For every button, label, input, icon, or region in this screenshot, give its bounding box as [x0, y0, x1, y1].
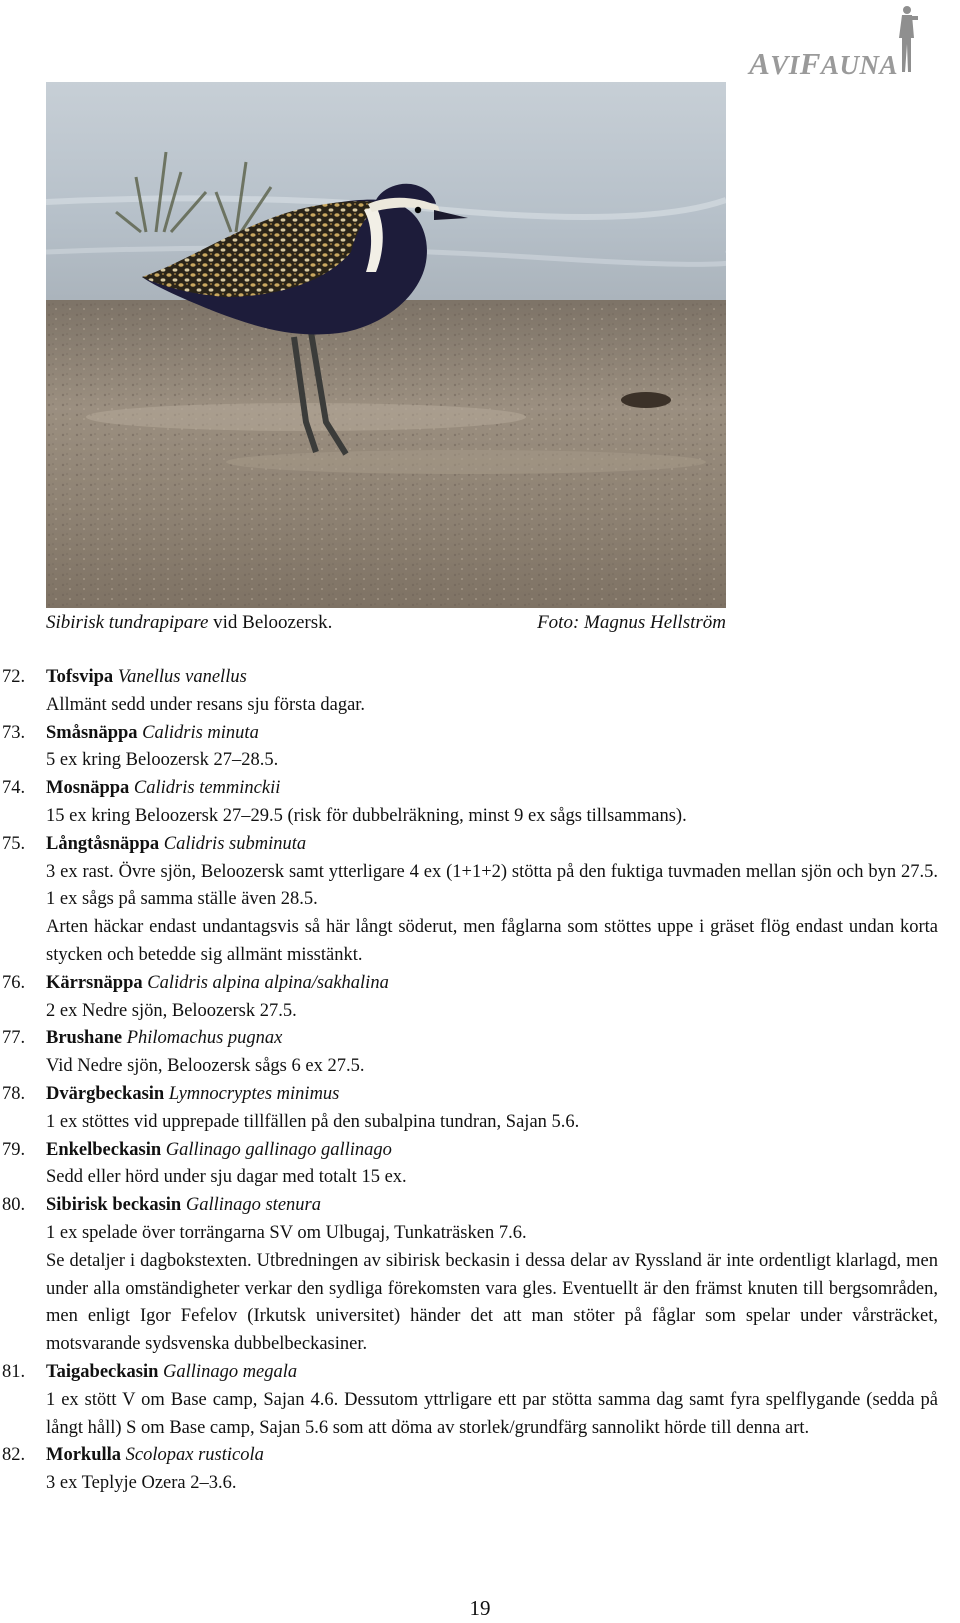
- species-note: Arten häckar endast undantagsvis så här långt söderut, men fåglarna som stöttes uppe i gräset flög endast undan korta stycken och betedde sig allmänt misstänkt.: [46, 917, 938, 965]
- species-entry: [0, 831, 960, 970]
- species-name: Morkulla: [46, 1445, 122, 1466]
- photo-caption: [46, 610, 726, 636]
- species-entry: [0, 1359, 960, 1442]
- species-heading: [46, 1025, 938, 1053]
- species-entry: [0, 1025, 960, 1081]
- species-entry: [0, 1081, 960, 1137]
- species-heading: [46, 775, 938, 803]
- species-latin: Philomachus pugnax: [126, 1028, 283, 1049]
- entry-number: 79.: [2, 1139, 26, 1160]
- avifauna-logo: [718, 4, 938, 81]
- species-heading: [46, 1081, 938, 1109]
- species-entry: [0, 970, 960, 1026]
- entry-number: 77.: [2, 1028, 26, 1049]
- entry-number: 72.: [2, 667, 26, 687]
- species-entry: [0, 1137, 960, 1193]
- species-heading: [46, 1192, 938, 1220]
- species-note: 1 ex spelade över torrängarna SV om Ulbugaj, Tunkaträsken 7.6.: [46, 1222, 527, 1243]
- species-latin: Gallinago gallinago gallinago: [165, 1139, 392, 1160]
- species-note: 5 ex kring Beloozersk 27–28.5.: [46, 750, 279, 771]
- species-entry: [0, 720, 960, 776]
- species-name: Taigabeckasin: [46, 1361, 159, 1382]
- entry-number: 81.: [2, 1361, 26, 1382]
- species-name: Långtåsnäppa: [46, 833, 160, 854]
- species-note: 3 ex Teplyje Ozera 2–3.6.: [46, 1473, 237, 1494]
- species-name: Dvärgbeckasin: [46, 1083, 165, 1104]
- logo-wordmark: AVIFAUNA: [749, 46, 898, 81]
- species-heading: [46, 1359, 938, 1387]
- species-latin: Vanellus vanellus: [117, 667, 247, 687]
- species-name: Tofsvipa: [46, 667, 114, 687]
- species-name: Sibirisk beckasin: [46, 1195, 182, 1216]
- species-note: 2 ex Nedre sjön, Beloozersk 27.5.: [46, 1000, 297, 1021]
- species-note: 1 ex stöttes vid upprepade tillfällen på den subalpina tundran, Sajan 5.6.: [46, 1111, 580, 1132]
- photo-credit: Foto: Magnus Hellström: [537, 612, 726, 633]
- species-heading: [46, 970, 938, 998]
- bird-photo: [46, 82, 726, 608]
- birdwatcher-figure-icon: [890, 4, 920, 76]
- species-note: 1 ex stött V om Base camp, Sajan 4.6. Dessutom yttrligare ett par stötta samma dag samt fyra spelflygande (sedda på långt håll) S om Base camp, Sajan 5.6 som att döma av storlek/grundfärg sannolikt hörde till denna art.: [46, 1389, 938, 1438]
- species-latin: Gallinago stenura: [185, 1195, 321, 1216]
- species-list: [0, 664, 960, 1498]
- entry-number: 74.: [2, 778, 26, 799]
- species-name: Enkelbeckasin: [46, 1139, 162, 1160]
- caption-text: Sibirisk tundrapipare vid Beloozersk.: [46, 612, 333, 633]
- species-entry: [0, 775, 960, 831]
- species-note: 15 ex kring Beloozersk 27–29.5 (risk för dubbelräkning, minst 9 ex sågs tillsammans).: [46, 805, 687, 826]
- species-note: Se detaljer i dagbokstexten. Utbredningen av sibirisk beckasin i dessa delar av Ryssland är inte ordentligt klarlagd, men under alla omständigheter verkar den sydliga förekomsten vara gles. Eventuellt är den främst knuten till bergsområden, men enligt Igor Fefelov (Irkutsk universitet) händer det att man stöter på fåglar som spelar under vårsträcket, motsvarande sydsvenska dubbelbeckasiner.: [46, 1250, 938, 1355]
- species-note: 3 ex rast. Övre sjön, Beloozersk samt ytterligare 4 ex (1+1+2) stötta på den fuktiga tuvmaden mellan sjön och byn 27.5. 1 ex sågs på samma ställe även 28.5.: [46, 861, 938, 910]
- species-latin: Scolopax rusticola: [125, 1445, 264, 1466]
- species-heading: [46, 831, 938, 859]
- species-latin: Calidris subminuta: [163, 833, 307, 854]
- species-name: Småsnäppa: [46, 722, 138, 743]
- species-entry: [0, 1442, 960, 1498]
- species-heading: [46, 1137, 938, 1165]
- entry-number: 82.: [2, 1445, 26, 1466]
- entry-number: 75.: [2, 833, 26, 854]
- entry-number: 78.: [2, 1083, 26, 1104]
- entry-number: 73.: [2, 722, 26, 743]
- entry-number: 76.: [2, 972, 26, 993]
- species-name: Kärrsnäppa: [46, 972, 143, 993]
- page-number: 19: [469, 1596, 491, 1620]
- species-latin: Lymnocryptes minimus: [168, 1083, 340, 1104]
- species-note: Vid Nedre sjön, Beloozersk sågs 6 ex 27.5.: [46, 1056, 365, 1077]
- species-heading: [46, 1442, 938, 1470]
- species-name: Brushane: [46, 1028, 123, 1049]
- species-note: Sedd eller hörd under sju dagar med totalt 15 ex.: [46, 1167, 407, 1188]
- species-entry: [0, 1192, 960, 1359]
- species-note: Allmänt sedd under resans sju första dagar.: [46, 694, 366, 715]
- species-latin: Calidris minuta: [142, 722, 259, 743]
- species-heading: [46, 720, 938, 748]
- species-heading: [46, 664, 938, 692]
- species-latin: Gallinago megala: [163, 1361, 298, 1382]
- species-name: Mosnäppa: [46, 778, 130, 799]
- species-entry: [0, 664, 960, 720]
- species-latin: Calidris alpina alpina/sakhalina: [147, 972, 389, 993]
- species-latin: Calidris temminckii: [133, 778, 281, 799]
- entry-number: 80.: [2, 1195, 26, 1216]
